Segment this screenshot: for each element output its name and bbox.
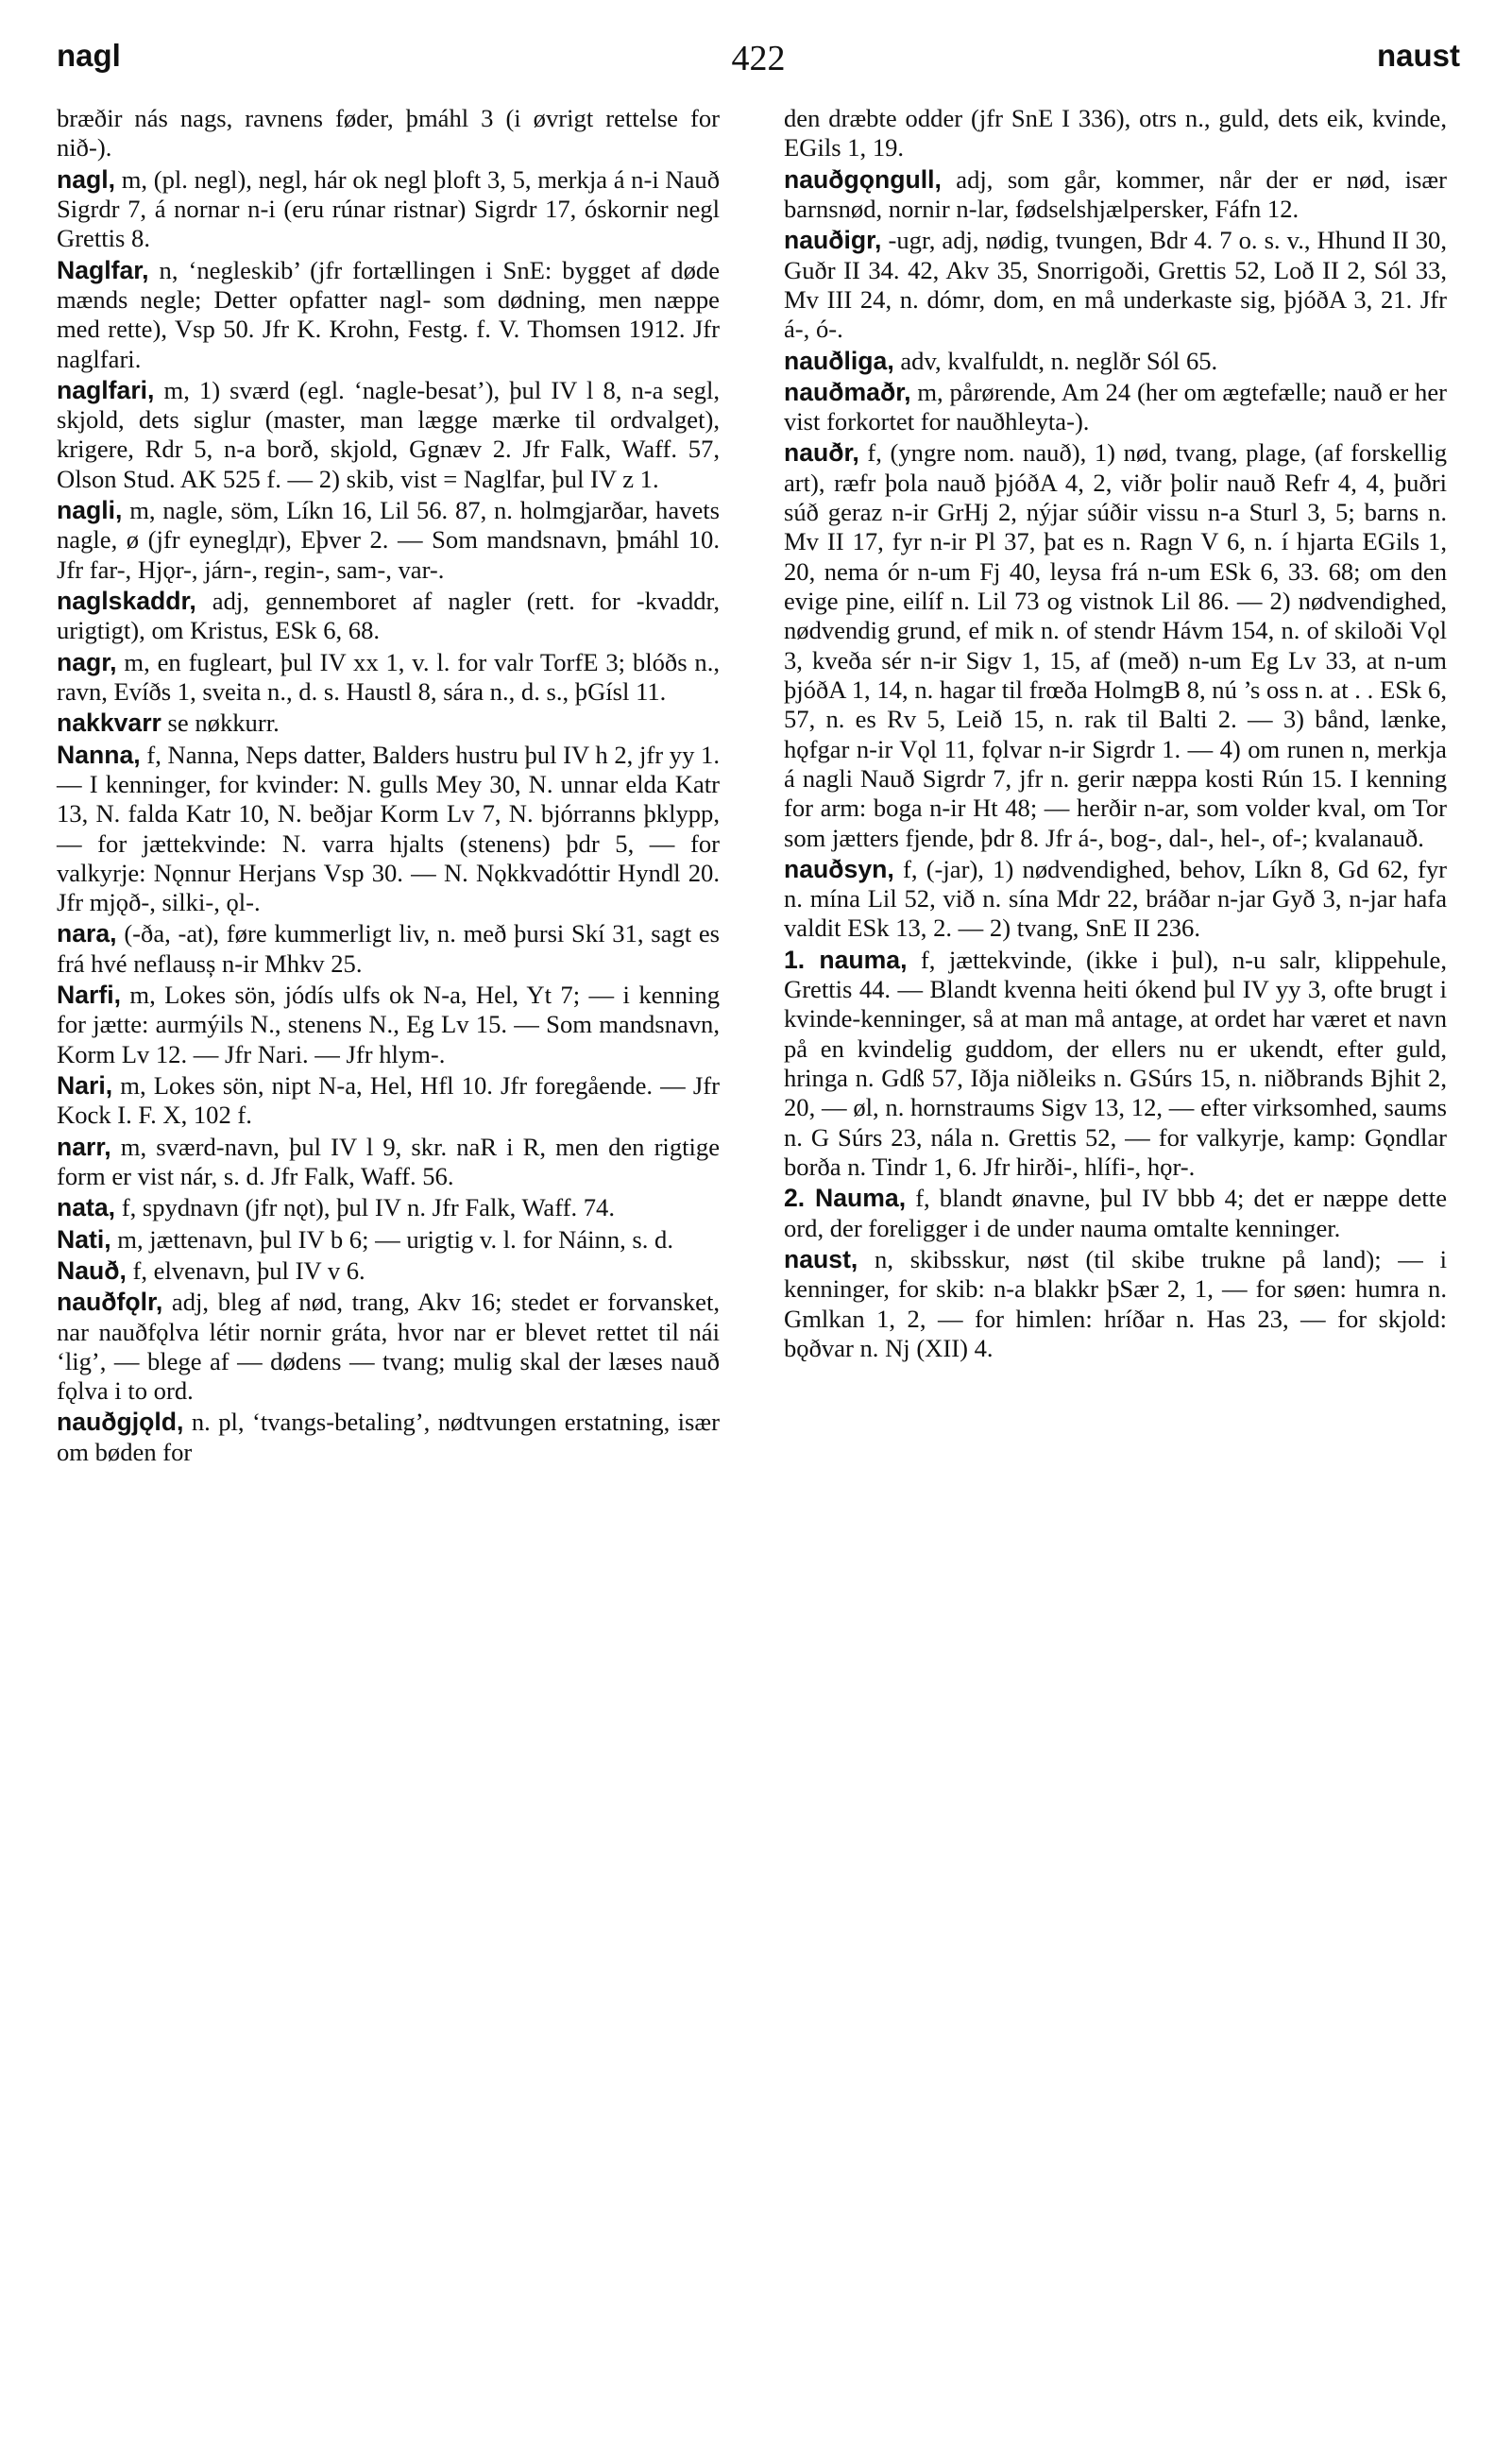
dictionary-entry (784, 855, 1447, 944)
dictionary-entry (57, 587, 720, 646)
dictionary-entry (57, 709, 720, 738)
entry-headword: narr, (57, 1132, 111, 1161)
entry-headword: Narfi, (57, 981, 121, 1010)
dictionary-entry (57, 1225, 720, 1255)
dictionary-entry (784, 1184, 1447, 1243)
entry-text: den dræbte odder (jfr SnE I 336), otrs n., guld, dets eik, kvinde, EGils 1, 19. (784, 104, 1447, 162)
entry-text: f, Nanna, Neps datter, Balders hustru þul IV h 2, jfr yy 1. — I kenninger, for kvinder: N. gulls Mey 30, N. unnar elda Katr 13, N. falda Katr 10, N. beðjar Korm Lv 7, N. bjórranns þklypp, — for jættekvinde: N. varra hjalts (stenens) þdr 5, — for valkyrje: Nǫnnur Herjans Vsp 30. — N. Nǫkkvadóttir Hyndl 20. Jfr mjǫð-, silki-, ǫl-. (57, 740, 720, 917)
entry-text: m, Lokes sön, jódís ulfs ok N-a, Hel, Yt 7; — i kenning for jætte: aurmýils N., stenens N., Eg Lv 15. — Som mandsnavn, Korm Lv 12. — Jfr Nari. — Jfr hlym-. (57, 981, 720, 1068)
header-right-headword: naust (1376, 38, 1460, 73)
entry-text: f, (-jar), 1) nødvendighed, behov, Líkn 8, Gd 62, fyr n. mína Lil 52, við n. sína Mdr 22, bráðar n-jar Gyð 3, n-jar hafa valdit ESk 13, 2. — 2) tvang, SnE II 236. (784, 854, 1447, 943)
entry-text: n, skibsskur, nøst (til skibe trukne på land); — i kenninger, for skib: n-a blakkr þSær 2, 1, — for søen: humra n. Gmlkan 1, 2, — for himlen: hríðar n. Has 23, — for skjold: bǫðvar n. Nj (XII) 4. (784, 1244, 1447, 1362)
entry-headword: nagl, (57, 164, 116, 194)
entry-headword: nauðliga, (784, 346, 894, 375)
dictionary-entry (784, 378, 1447, 437)
entry-text: bræðir nás nags, ravnens føder, þmáhl 3 (i øvrigt rettelse for nið-). (57, 104, 720, 162)
entry-headword: nagli, (57, 496, 123, 525)
dictionary-entry (57, 981, 720, 1069)
entry-headword: Nanna, (57, 740, 141, 769)
entry-headword: nauðigr, (784, 226, 882, 255)
dictionary-entry (57, 919, 720, 979)
entry-text: m, sværd-navn, þul IV l 9, skr. naR i R, men den rigtige form er vist nár, s. d. Jfr Falk, Waff. 56. (57, 1132, 720, 1190)
dictionary-entry (57, 165, 720, 254)
entry-headword: naglfari, (57, 375, 155, 404)
entry-headword: nauðsyn, (784, 854, 894, 883)
entry-headword: nauðr, (784, 438, 859, 468)
dictionary-entry (784, 226, 1447, 344)
entry-text: se nøkkurr. (161, 709, 280, 738)
entry-text: f, (yngre nom. nauð), 1) nød, tvang, plage, (af forskellig art), ræfr þola nauð þjóðA 4, 2, viðr þolir nauð Refr 4, 4, þuðri súð geraz n-ir GrHj 2, nýjar súðir vissu n-a Sturl 3, 5; barns n. Mv II 17, fyr n-ir Pl 37, þat es n. Ragn V 6, n. í hjarta EGils 1, 20, nema ór n-um Fj 40, leysa frá n-um ESk 6, 33. 68; om den evige pine, eilíf n. Lil 73 og vistnok Lil 86. — 2) nødvendighed, nødvendig grund, ef mik n. of stendr Hávm 154, n. of skiloði Vǫl 3, kveða sér n-ir Sigv 1, 15, af (með) n-um Eg Lv 33, at n-um þjóðA 1, 14, n. hagar til frœða HolmgB 8, nú ’s oss n. at . . ESk 6, 57, n. es Rv 5, Leið 15, n. rak til Balti 2. — 3) bånd, lænke, hǫfgar n-ir Vǫl 11, fǫlvar n-ir Sigrdr 1. — 4) om runen n, merkja á nagli Nauð Sigrdr 7, jfr n. gerir næppa kosti Rún 15. I kenning for arm: boga n-ir Ht 48; — herðir n-ar, som volder kval, om Tor som jætters fjende, þdr 8. Jfr á-, bog-, dal-, hel-, of-; kvalanauð. (784, 438, 1447, 852)
entry-text: f, blandt ønavne, þul IV bbb 4; det er næppe dette ord, der foreligger i de under nauma omtalte kenninger. (784, 1184, 1448, 1242)
entry-headword: nauðgǫngull, (784, 164, 942, 194)
entry-headword: Nati, (57, 1224, 111, 1254)
entry-text: m, en fugleart, þul IV xx 1, v. l. for valr TorfE 3; blóðs n., ravn, Evíðs 1, sveita n., d. s. Haustl 8, sára n., d. s., þGísl 11. (57, 647, 720, 706)
dictionary-entry (57, 1193, 720, 1222)
dictionary-entry (57, 1071, 720, 1131)
entry-text: n. pl, ‘tvangs-betaling’, nødtvungen erstatning, især om bøden for (57, 1408, 720, 1466)
entry-text: f, jættekvinde, (ikke i þul), n-u salr, klippehule, Grettis 44. — Blandt kvenna heiti ókend þul IV yy 3, ofte brugt i kvinde-kenninger, så at man må antage, at ordet har været et navn på en kvindelig guddom, der ellers nu er ukendt, efter guld, hringa n. Gdß 57, Iðja niðleiks n. GSúrs 15, n. niðbrands Bjhit 2, 20, — øl, n. hornstraums Sigv 13, 12, — efter virksomhed, saums n. G Súrs 23, nála n. Grettis 52, — for valkyrje, kamp: Gǫndlar borða n. Tindr 1, 6. Jfr hirði-, hlífi-, hǫr-. (784, 945, 1448, 1181)
entry-headword: Naglfar, (57, 255, 149, 284)
dictionary-entry (57, 648, 720, 708)
entry-text: f, elvenavn, þul IV v 6. (126, 1255, 365, 1285)
entry-text: f, spydnavn (jfr nǫt), þul IV n. Jfr Falk, Waff. 74. (115, 1193, 616, 1222)
entry-headword: nauðfǫlr, (57, 1288, 163, 1317)
entry-headword: naglskaddr, (57, 587, 196, 615)
entry-text: m, (pl. negl), negl, hár ok negl þloft 3, 5, merkja á n-i Nauð Sigrdr 7, á nornar n-i (eru rúnar ristnar) Sigrdr 17, óskornir negl Grettis 8. (57, 164, 720, 253)
entry-text: adj, gennemboret af nagler (rett. for -kvaddr, urigtigt), om Kristus, ESk 6, 68. (57, 587, 720, 645)
dictionary-entry (784, 1245, 1447, 1363)
entry-headword: nauðgjǫld, (57, 1408, 184, 1437)
entry-headword: 1. nauma, (784, 945, 908, 974)
page-number: 422 (731, 39, 786, 78)
dictionary-entry (57, 1288, 720, 1406)
entry-text: adj, som går, kommer, når der er nød, især barnsnød, nornir n-lar, fødselshjælpersker, Fáfn 12. (784, 164, 1447, 223)
entry-headword: nakkvarr (57, 709, 161, 738)
entry-text: m, pårørende, Am 24 (her om ægtefælle; nauð er her vist forkortet for nauðhleyta-). (784, 377, 1447, 436)
entry-text: m, 1) sværd (egl. ‘nagle-besat’), þul IV l 8, n-a segl, skjold, dets siglur (master, man lægge mærke til ordvalget), krigere, Rdr 5, n-a borð, skjold, Ggnæv 2. Jfr Falk, Waff. 57, Olson Stud. AK 525 f. — 2) skib, vist = Naglfar, þul IV z 1. (57, 375, 720, 493)
dictionary-entry (784, 165, 1447, 225)
right-column (784, 104, 1447, 1365)
entry-headword: nata, (57, 1193, 116, 1222)
dictionary-entry (784, 347, 1447, 376)
entry-headword: Nauð, (57, 1255, 127, 1285)
dictionary-entry (57, 741, 720, 918)
dictionary-entry (784, 104, 1447, 163)
entry-headword: 2. Nauma, (784, 1184, 907, 1213)
entry-headword: nagr, (57, 647, 117, 676)
entry-headword: Nari, (57, 1071, 113, 1100)
entry-headword: nara, (57, 919, 117, 948)
entry-headword: naust, (784, 1244, 858, 1273)
dictionary-entry (784, 438, 1447, 852)
entry-text: -ugr, adj, nødig, tvungen, Bdr 4. 7 o. s. v., Hhund II 30, Guðr II 34. 42, Akv 35, Snorrigoði, Grettis 52, Lоð II 2, Sól 33, Mv III 24, n. dómr, dom, en må underkaste sig, þjóðA 3, 21. Jfr á-, ó-. (784, 226, 1447, 344)
entry-text: n, ‘negleskib’ (jfr fortællingen i SnE: bygget af døde mænds negle; Detter opfatter nagl- som dødning, men næppe med rette), Vsp 50. Jfr K. Krohn, Festg. f. V. Thomsen 1912. Jfr naglfari. (57, 255, 720, 373)
dictionary-entry (57, 104, 720, 163)
entry-headword: nauðmaðr, (784, 377, 911, 406)
entry-text: m, jættenavn, þul IV b 6; — urigtig v. l. for Náinn, s. d. (110, 1224, 673, 1254)
dictionary-entry (57, 1133, 720, 1192)
dictionary-entry (57, 496, 720, 585)
entry-text: adv, kvalfuldt, n. neglðr Sól 65. (893, 346, 1218, 375)
entry-text: (-ða, -at), føre kummerligt liv, n. með þursi Skí 31, sagt es frá hvé neflausș n-ir Mhkv 25. (57, 919, 720, 978)
page-header (57, 38, 1460, 93)
dictionary-entry (57, 1256, 720, 1286)
left-column (57, 104, 720, 1469)
dictionary-page (57, 38, 1460, 2437)
dictionary-entry (57, 1408, 720, 1467)
entry-text: adj, bleg af nød, trang, Akv 16; stedet er forvansket, nar nauðfǫlva létir nornir gráta, hvor nar er blevet rettet til nái ‘lig’, — blege af — dødens — tvang; mulig skal der læses nauð fǫlva i to ord. (57, 1288, 720, 1406)
dictionary-entry (784, 946, 1447, 1183)
dictionary-entry (57, 256, 720, 374)
header-left-headword: nagl (57, 38, 121, 73)
dictionary-entry (57, 376, 720, 494)
entry-text: m, Lokes sön, nipt N-a, Hel, Hfl 10. Jfr foregående. — Jfr Kock I. F. X, 102 f. (57, 1071, 720, 1130)
entry-text: m, nagle, söm, Líkn 16, Lil 56. 87, n. holmgjarðar, havets nagle, ø (jfr eyneglдr), Eþver 2. — Som mandsnavn, þmáhl 10. Jfr far-, Hjǫr-, járn-, regin-, sam-, var-. (57, 496, 720, 584)
